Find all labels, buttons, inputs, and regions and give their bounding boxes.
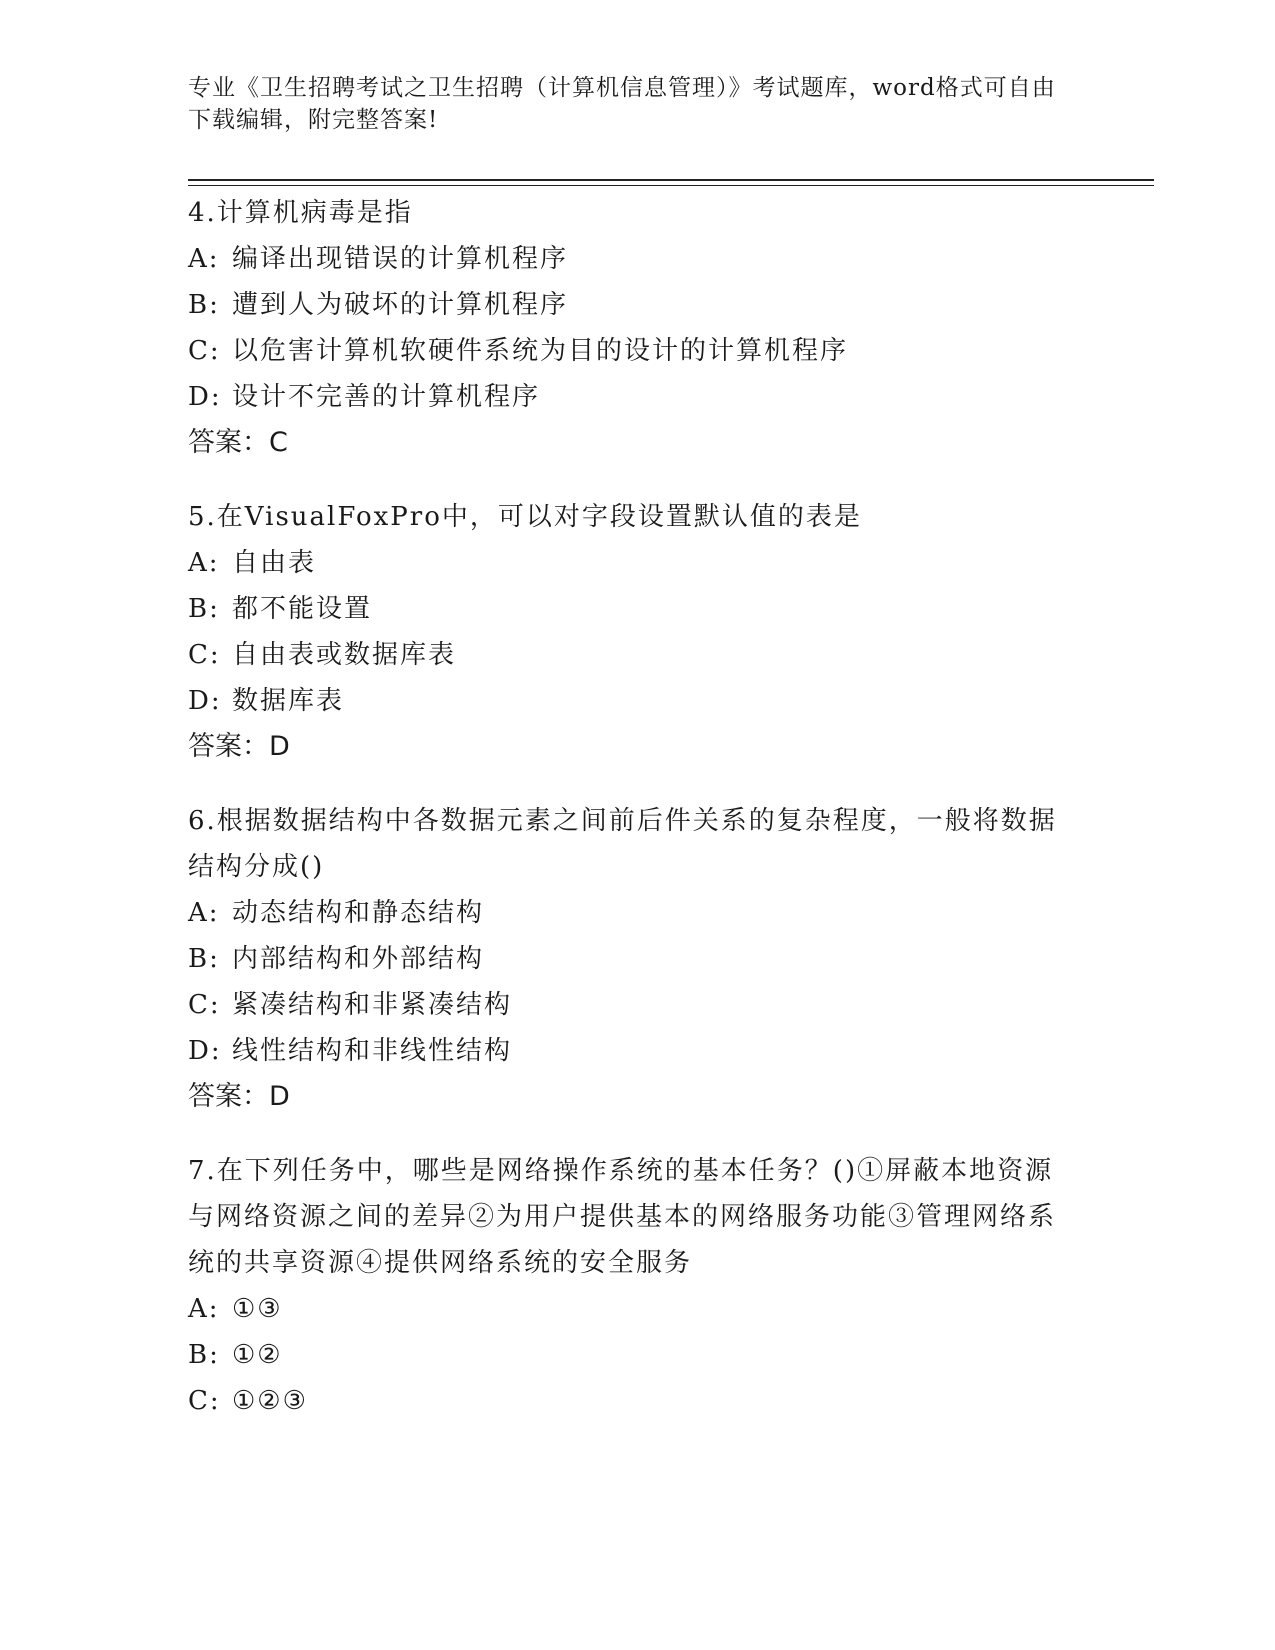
option-letter: A:: [188, 548, 220, 578]
option-letter: B:: [188, 290, 220, 320]
option-letter: B:: [188, 1340, 220, 1370]
question-title: 6.根据数据结构中各数据元素之间前后件关系的复杂程度，一般将数据结构分成(): [188, 806, 1057, 882]
option-letter: A:: [188, 244, 220, 274]
option-text: 紧凑结构和非紧凑结构: [232, 990, 513, 1020]
question-title: 4.计算机病毒是指: [188, 198, 413, 228]
option-text: ①②: [232, 1340, 283, 1370]
option-letter: A:: [188, 1294, 220, 1324]
option-text: 以危害计算机软硬件系统为目的设计的计算机程序: [232, 336, 849, 366]
header-rule-thick: [188, 179, 1154, 181]
question-title: 5.在VisualFoxPro中，可以对字段设置默认值的表是: [188, 502, 862, 532]
option-letter: B:: [188, 594, 220, 624]
option-letter: C:: [188, 990, 221, 1020]
option-text: ①③: [232, 1294, 283, 1324]
option-b: [188, 586, 1068, 632]
option-letter: C:: [188, 336, 221, 366]
question-7: [188, 1148, 1068, 1424]
document-header: 专业《卫生招聘考试之卫生招聘（计算机信息管理）》考试题库，word格式可自由下载编辑，附完整答案!: [188, 75, 1056, 133]
option-text: 遭到人为破坏的计算机程序: [232, 290, 569, 320]
option-b: [188, 282, 1068, 328]
answer-line: 答案：C: [188, 427, 288, 458]
option-text: 编译出现错误的计算机程序: [232, 244, 569, 274]
option-letter: D:: [188, 1036, 222, 1066]
option-a: [188, 236, 1068, 282]
option-c: [188, 1378, 1068, 1424]
option-text: ①②③: [232, 1386, 308, 1416]
answer-line: 答案：D: [188, 731, 290, 762]
option-a: [188, 890, 1068, 936]
option-text: 都不能设置: [232, 594, 373, 624]
option-a: [188, 540, 1068, 586]
option-d: [188, 1028, 1068, 1074]
option-d: [188, 678, 1068, 724]
option-text: 数据库表: [232, 686, 345, 716]
option-letter: B:: [188, 944, 220, 974]
option-letter: D:: [188, 686, 222, 716]
option-text: 线性结构和非线性结构: [232, 1036, 513, 1066]
option-letter: D:: [188, 382, 222, 412]
question-5: [188, 494, 1068, 770]
option-d: [188, 374, 1068, 420]
question-list: [188, 190, 1068, 1452]
option-text: 设计不完善的计算机程序: [232, 382, 541, 412]
option-text: 自由表或数据库表: [232, 640, 457, 670]
option-c: [188, 632, 1068, 678]
header-rule-thin: [188, 185, 1154, 186]
option-a: [188, 1286, 1068, 1332]
option-b: [188, 936, 1068, 982]
answer-line: 答案：D: [188, 1081, 290, 1112]
option-b: [188, 1332, 1068, 1378]
question-4: [188, 190, 1068, 466]
option-text: 内部结构和外部结构: [232, 944, 485, 974]
option-letter: C:: [188, 1386, 221, 1416]
option-letter: C:: [188, 640, 221, 670]
option-text: 动态结构和静态结构: [232, 898, 485, 928]
question-6: [188, 798, 1068, 1120]
option-c: [188, 328, 1068, 374]
option-c: [188, 982, 1068, 1028]
question-title: 7.在下列任务中，哪些是网络操作系统的基本任务？()①屏蔽本地资源与网络资源之间的差异②为用户提供基本的网络服务功能③管理网络系统的共享资源④提供网络系统的安全服务: [188, 1156, 1057, 1278]
option-letter: A:: [188, 898, 220, 928]
option-text: 自由表: [232, 548, 317, 578]
